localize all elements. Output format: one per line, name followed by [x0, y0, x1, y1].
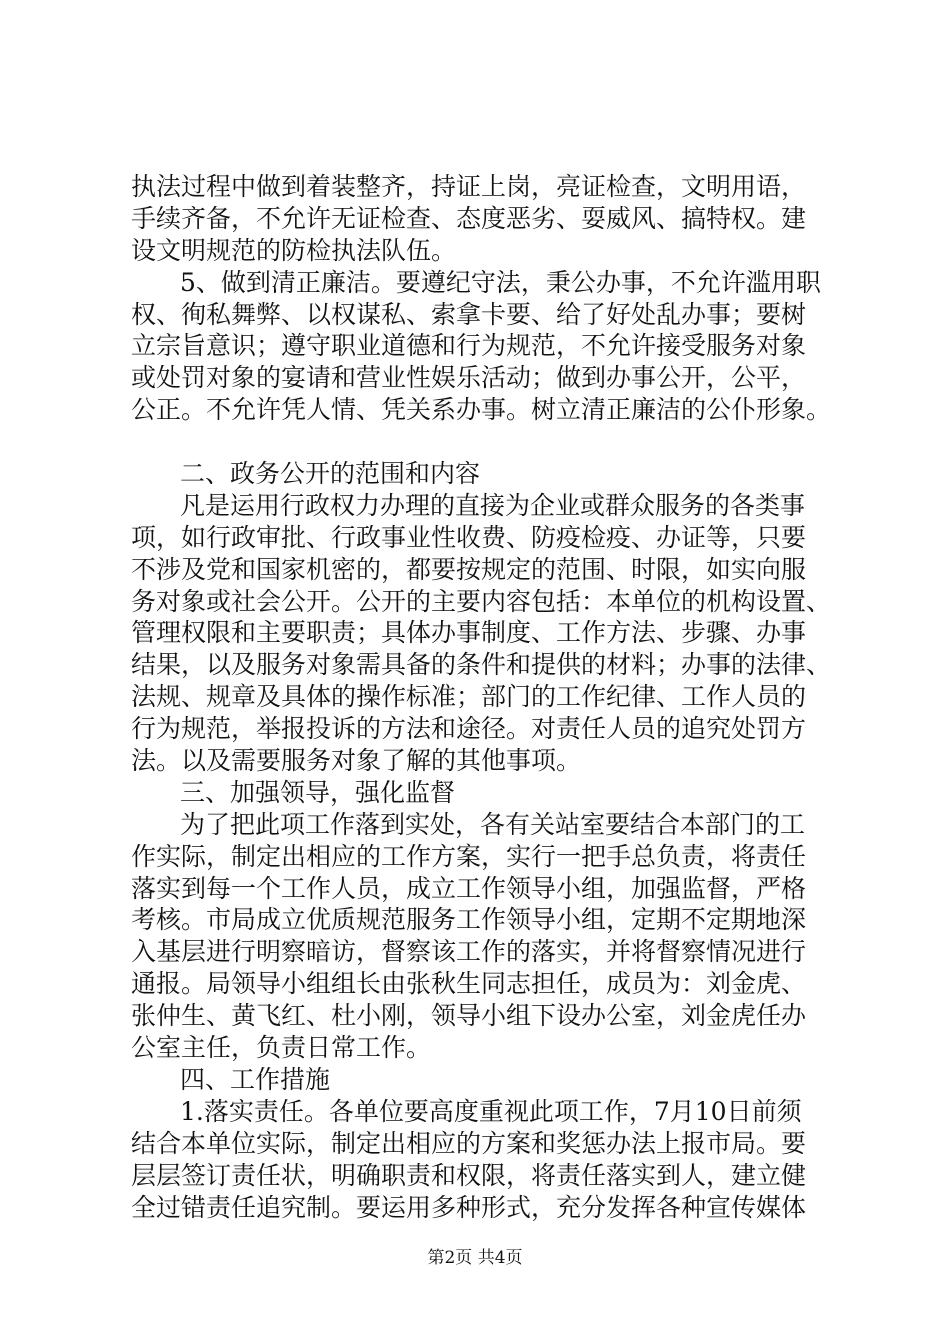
paragraph-section-4-item-1 — [131, 1096, 831, 1224]
text-line: 结合本单位实际，制定出相应的方案和奖惩办法上报市局。要 — [131, 1128, 807, 1158]
text-line: 管理权限和主要职责；具体办事制度、工作方法、步骤、办事 — [131, 618, 807, 648]
text-line: 层层签订责任状，明确职责和权限，将责任落实到人，建立健 — [131, 1160, 807, 1190]
text-line: 手续齐备，不允许无证检查、态度恶劣、耍威风、搞特权。建 — [131, 203, 807, 233]
text-line: 二、政务公开的范围和内容 — [180, 459, 481, 489]
text-line: 执法过程中做到着装整齐，持证上岗，亮证检查，文明用语， — [131, 172, 807, 201]
text-line: 法。以及需要服务对象了解的其他事项。 — [131, 746, 582, 776]
text-line: 务对象或社会公开。公开的主要内容包括：本单位的机构设置、 — [131, 586, 832, 616]
text-line: 不涉及党和国家机密的，都要按规定的范围、时限，如实向服 — [131, 554, 807, 584]
text-line: 入基层进行明察暗访，督察该工作的落实，并将督察情况进行 — [131, 937, 807, 967]
text-line: 落实到每一个工作人员，成立工作领导小组，加强监督，严格 — [131, 873, 807, 903]
paragraph-section-3 — [131, 809, 831, 1064]
paragraph-section-2 — [131, 490, 831, 777]
document-body — [131, 171, 831, 1223]
text-line: 或处罚对象的宴请和营业性娱乐活动；做到办事公开，公平， — [131, 363, 807, 393]
text-line: 设文明规范的防检执法队伍。 — [131, 235, 457, 265]
page-footer: 第2页 共4页 — [427, 1248, 523, 1268]
text-line: 权、徇私舞弊、以权谋私、索拿卡要、给了好处乱办事；要树 — [131, 299, 807, 329]
text-line: 三、加强领导，强化监督 — [180, 777, 456, 807]
text-line: 四、工作措施 — [180, 1064, 331, 1094]
text-line: 凡是运用行政权力办理的直接为企业或群众服务的各类事 — [180, 490, 806, 520]
blank-line — [131, 426, 831, 458]
text-line: 考核。市局成立优质规范服务工作领导小组，定期不定期地深 — [131, 905, 807, 935]
text-line: 通报。局领导小组组长由张秋生同志担任，成员为：刘金虎、 — [131, 969, 807, 999]
heading-section-2 — [131, 458, 831, 490]
text-line: 张仲生、黄飞红、杜小刚，领导小组下设办公室，刘金虎任办 — [131, 1001, 807, 1031]
text-line: 立宗旨意识；遵守职业道德和行为规范，不允许接受服务对象 — [131, 331, 807, 361]
text-line: 行为规范，举报投诉的方法和途径。对责任人员的追究处罚方 — [131, 714, 807, 744]
heading-section-4 — [131, 1064, 831, 1096]
text-line: 作实际，制定出相应的工作方案，实行一把手总负责，将责任 — [131, 841, 807, 871]
paragraph-continuation — [131, 171, 831, 267]
text-line: 公室主任，负责日常工作。 — [131, 1033, 432, 1063]
text-line: 5、做到清正廉洁。要遵纪守法，秉公办事，不允许滥用职 — [180, 267, 821, 297]
text-line: 法规、规章及具体的操作标准；部门的工作纪律、工作人员的 — [131, 682, 807, 712]
heading-section-3 — [131, 777, 831, 809]
text-line: 全过错责任追究制。要运用多种形式，充分发挥各种宣传媒体 — [131, 1192, 807, 1222]
text-line: 1.落实责任。各单位要高度重视此项工作，7月10日前须 — [180, 1096, 802, 1126]
text-line: 公正。不允许凭人情、凭关系办事。树立清正廉洁的公仆形象。 — [131, 395, 832, 425]
text-line: 为了把此项工作落到实处，各有关站室要结合本部门的工 — [180, 809, 806, 839]
text-line: 项，如行政审批、行政事业性收费、防疫检疫、办证等，只要 — [131, 522, 807, 552]
paragraph-item-5 — [131, 267, 831, 426]
text-line: 结果，以及服务对象需具备的条件和提供的材料；办事的法律、 — [131, 650, 832, 680]
